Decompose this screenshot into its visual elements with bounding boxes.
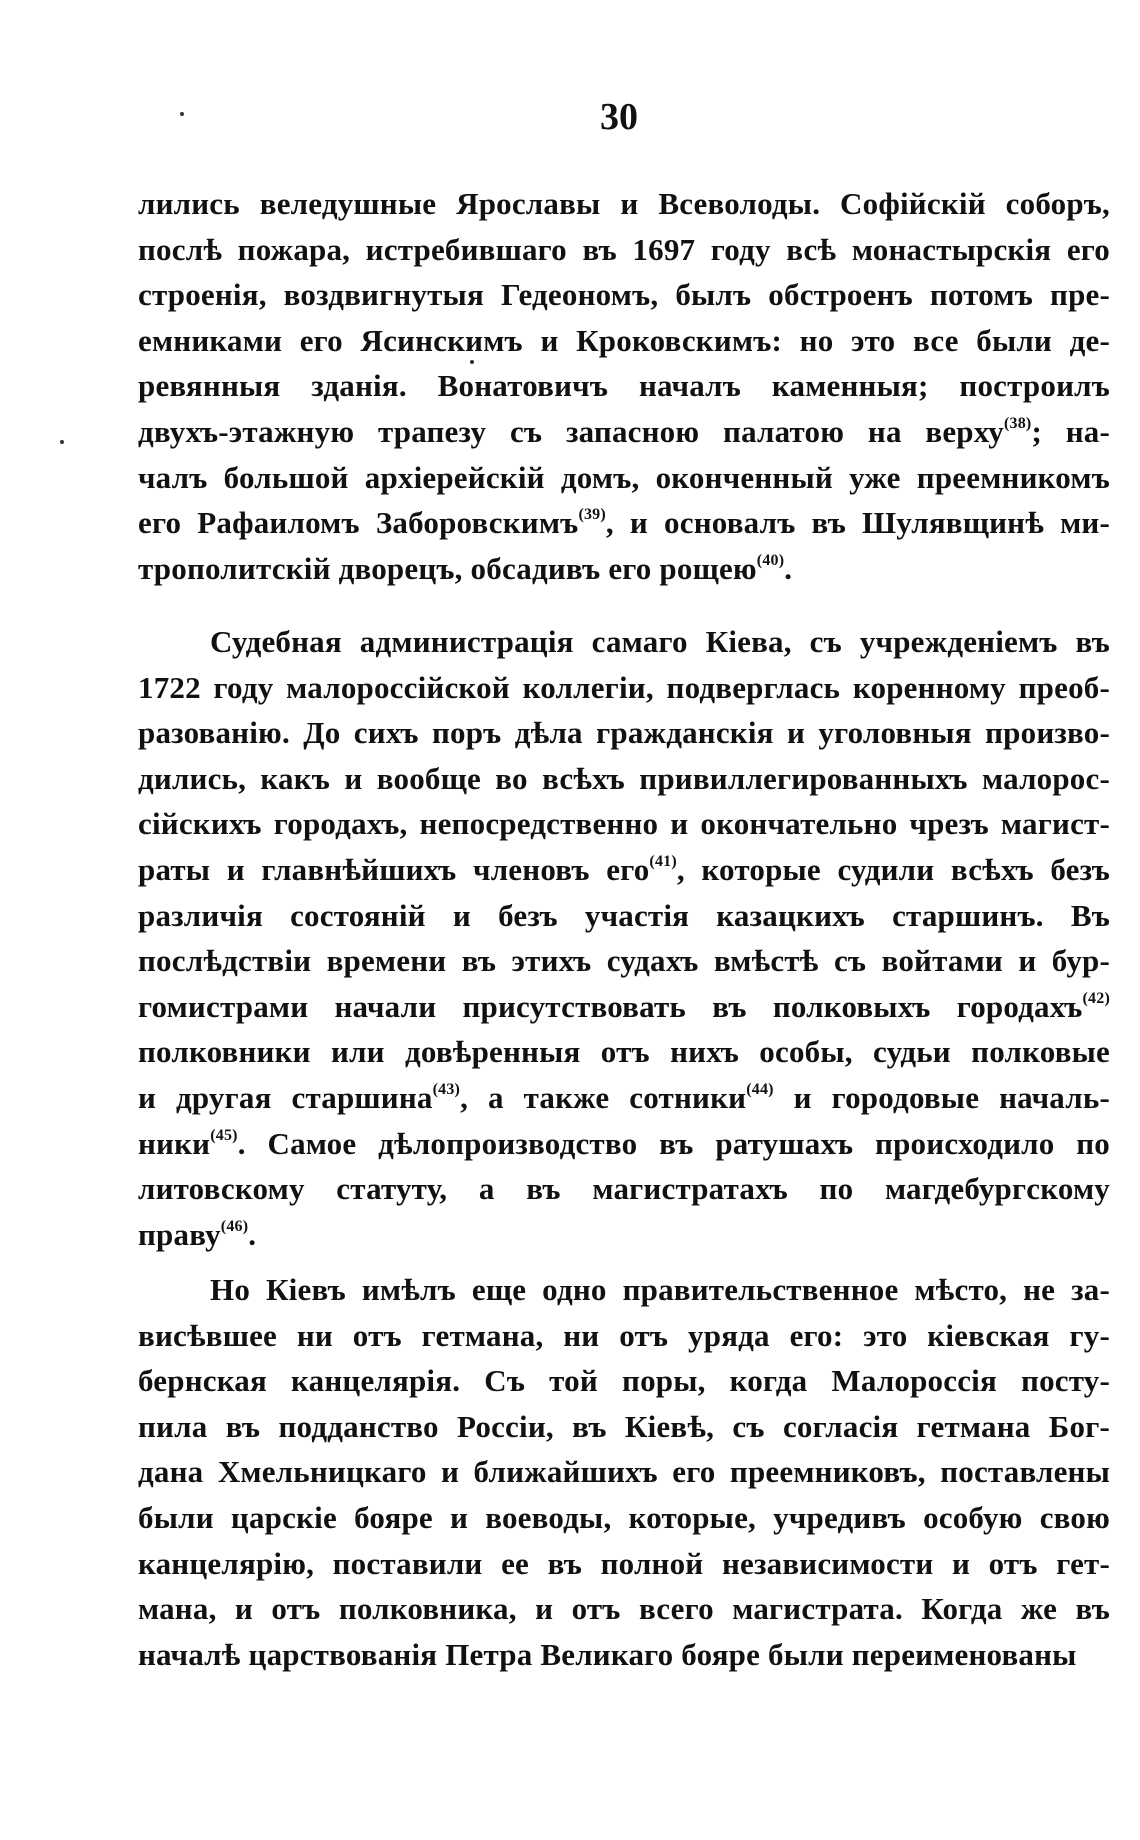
- text-segment: ники: [138, 1125, 211, 1161]
- text-segment: .: [248, 1216, 257, 1252]
- text-segment: трополитскій дворецъ, обсадивъ его рощею: [138, 550, 757, 586]
- text-segment: и городовые началь-: [773, 1079, 1110, 1115]
- print-speck: [60, 440, 64, 444]
- paragraph-2: [138, 619, 1110, 1257]
- footnote-ref: (38): [1003, 414, 1032, 432]
- text-line: лились веледушные Ярославы и Всеволоды. Софійскій соборъ,: [138, 186, 1110, 221]
- text-line: послѣдствіи времени въ этихъ судахъ вмѣстѣ съ войтами и бур-: [138, 943, 1110, 979]
- text-line: началѣ царствованія Петра Великаго бояре были переименованы: [138, 1636, 1077, 1672]
- footnote-ref: (42): [1082, 989, 1110, 1007]
- text-line: строенія, воздвигнутыя Гедеономъ, былъ обстроенъ потомъ пре-: [138, 277, 1110, 313]
- page-number: 30: [600, 96, 638, 138]
- text-line: дана Хмельницкаго и ближайшихъ его преемниковъ, поставлены: [138, 1454, 1110, 1490]
- text-segment: , которые судили всѣхъ безъ: [676, 851, 1110, 887]
- text-segment: двухъ-этажную трапезу съ запасною палатою на верху: [138, 413, 1004, 449]
- text-line: [138, 1121, 1110, 1167]
- footnote-ref: (43): [432, 1080, 461, 1098]
- text-line: висѣвшее ни отъ гетмана, ни отъ уряда его: это кіевская гу-: [138, 1317, 1110, 1353]
- text-line: емниками его Ясинскимъ и Кроковскимъ: но это все были де-: [138, 322, 1110, 358]
- text-line: дились, какъ и вообще во всѣхъ привиллегированныхъ малорос-: [138, 760, 1110, 796]
- print-speck: [180, 112, 184, 116]
- text-line: [138, 847, 1110, 893]
- text-line: Судебная администрація самаго Кіева, съ учрежденіемъ въ: [210, 624, 1110, 659]
- text-line: канцелярію, поставили ее въ полной независимости и отъ гет-: [138, 1545, 1110, 1581]
- text-line: Но Кіевъ имѣлъ еще одно правительственное мѣсто, не за-: [210, 1272, 1110, 1307]
- text-line: мана, и отъ полковника, и отъ всего магистрата. Когда же въ: [138, 1591, 1110, 1627]
- text-line: послѣ пожара, истребившаго въ 1697 году всѣ монастырскія его: [138, 231, 1110, 267]
- text-line: полковники или довѣренныя отъ нихъ особы, судьи полковые: [138, 1034, 1110, 1070]
- text-segment: его Рафаиломъ Заборовскимъ: [138, 505, 579, 541]
- text-line: [138, 984, 1110, 1030]
- text-segment: и другая старшина: [138, 1079, 433, 1115]
- text-line: 1722 году малороссійской коллегіи, подверглась коренному преоб-: [138, 669, 1110, 705]
- text-line: [138, 1075, 1110, 1121]
- text-segment: , и основалъ въ Шулявщинѣ ми-: [605, 505, 1110, 541]
- text-line: литовскому статуту, а въ магистратахъ по магдебургскому: [138, 1171, 1110, 1207]
- text-segment: гомистрами начали присутствовать въ полковыхъ городахъ: [138, 988, 1083, 1024]
- text-segment: . Самое дѣлопроизводство въ ратушахъ происходило по: [237, 1125, 1110, 1161]
- footnote-ref: (46): [220, 1217, 249, 1235]
- paragraph-3: [138, 1267, 1110, 1677]
- text-line: [138, 500, 1110, 546]
- text-segment: .: [784, 550, 793, 586]
- text-line: [138, 1212, 1110, 1258]
- print-speck: [470, 360, 474, 364]
- footnote-ref: (45): [210, 1126, 238, 1144]
- text-line: пила въ подданство Россіи, въ Кіевѣ, съ согласія гетмана Бог-: [138, 1408, 1110, 1444]
- text-line: были царскіе бояре и воеводы, которые, учредивъ особую свою: [138, 1499, 1110, 1535]
- text-line: [138, 409, 1110, 455]
- text-line: сійскихъ городахъ, непосредственно и окончательно чрезъ магист-: [138, 806, 1110, 842]
- text-line: разованію. До сихъ поръ дѣла гражданскія и уголовныя произво-: [138, 715, 1110, 751]
- footnote-ref: (41): [649, 852, 677, 870]
- text-line: чалъ большой архіерейскій домъ, оконченный уже преемникомъ: [138, 459, 1110, 495]
- text-line: ревянныя зданія. Вонатовичъ началъ каменныя; построилъ: [138, 368, 1110, 404]
- paragraph-1: [138, 181, 1110, 591]
- text-segment: , а также сотники: [460, 1079, 747, 1115]
- text-line: бернская канцелярія. Съ той поры, когда Малороссія посту-: [138, 1363, 1110, 1399]
- text-segment: раты и главнѣйшихъ членовъ его: [138, 851, 650, 887]
- text-line: [138, 546, 1110, 592]
- text-line: различія состояній и безъ участія казацкихъ старшинъ. Въ: [138, 897, 1110, 933]
- footnote-ref: (40): [756, 551, 785, 569]
- footnote-ref: (44): [746, 1080, 774, 1098]
- footnote-ref: (39): [578, 506, 606, 524]
- text-segment: ; на-: [1031, 413, 1110, 449]
- text-segment: праву: [138, 1216, 221, 1252]
